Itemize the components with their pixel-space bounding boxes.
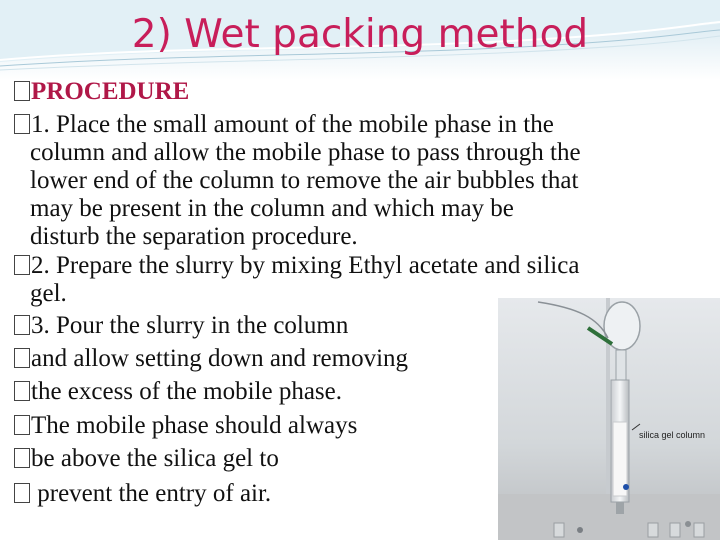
bullet-box-icon bbox=[14, 448, 30, 468]
bullet-box-icon bbox=[14, 114, 30, 134]
bullet-text: prevent the entry of air. bbox=[31, 480, 272, 507]
bullet-box-icon bbox=[14, 348, 30, 368]
bullet-text: the excess of the mobile phase. bbox=[31, 378, 343, 405]
bullet-text: 1. Place the small amount of the mobile phase in the bbox=[31, 111, 554, 138]
bullet-box-icon bbox=[14, 255, 30, 275]
bullet-text: be above the silica gel to bbox=[31, 445, 279, 472]
bullet-continuation: disturb the separation procedure. bbox=[30, 223, 358, 250]
bullet-continuation: lower end of the column to remove the air bubbles that bbox=[30, 167, 579, 194]
bullet-text: and allow setting down and removing bbox=[31, 345, 409, 372]
column-photo bbox=[498, 298, 720, 540]
silica-gel-column-label: silica gel column bbox=[639, 430, 706, 440]
slide-title: 2) Wet packing method bbox=[131, 12, 589, 57]
bullet-box-icon bbox=[14, 381, 30, 401]
bullet-continuation: may be present in the column and which may be bbox=[30, 195, 514, 222]
bullet-box-icon bbox=[14, 483, 30, 503]
bullet-step-1 bbox=[14, 111, 704, 251]
bullet-continuation: column and allow the mobile phase to pass through the bbox=[30, 139, 581, 166]
bullet-box-icon bbox=[14, 315, 30, 335]
bullet-text: The mobile phase should always bbox=[31, 412, 358, 439]
bullet-text: PROCEDURE bbox=[31, 78, 190, 105]
bullet-procedure-heading bbox=[14, 78, 704, 106]
bullet-text: 3. Pour the slurry in the column bbox=[31, 312, 349, 339]
bullet-continuation: gel. bbox=[30, 280, 67, 307]
bullet-box-icon bbox=[14, 81, 30, 101]
bullet-text: 2. Prepare the slurry by mixing Ethyl acetate and silica bbox=[31, 252, 580, 279]
bullet-box-icon bbox=[14, 415, 30, 435]
